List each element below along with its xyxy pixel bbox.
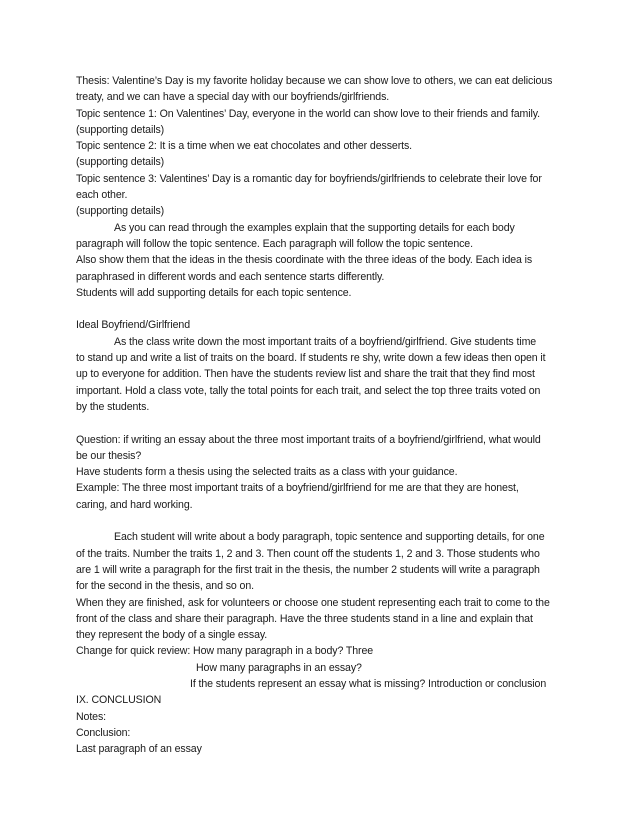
question-line: Question: if writing an essay about the three most important traits of a boyfriend/girlfriend, what would [76,433,541,446]
student-indented-line: Each student will write about a body paragraph, topic sentence and supporting details, for one [114,531,545,544]
student-line: When they are finished, ask for volunteers or choose one student representing each trait to come to the [76,596,550,609]
conclusion-definition: Last paragraph of an essay [76,743,202,756]
conclusion-section [76,692,572,757]
ideal-heading: Ideal Boyfriend/Girlfriend [76,319,190,332]
explain-line: Students will add supporting details for each topic sentence. [76,286,352,299]
conclusion-heading: IX. CONCLUSION [76,694,162,707]
question-section [76,432,572,513]
review-line-1: Change for quick review: How many paragraph in a body? Three [76,645,374,658]
supporting-details-2: (supporting details) [76,156,165,169]
student-line: they represent the body of a single essay. [76,629,268,642]
topic-sentence-3-cont: each other. [76,189,128,202]
topic-sentence-2: Topic sentence 2: It is a time when we eat chocolates and other desserts. [76,140,413,153]
paragraph-gap [76,513,572,529]
student-section [76,529,572,692]
explain-line: paragraph will follow the topic sentence. Each paragraph will follow the topic sentence. [76,237,473,250]
supporting-details-1: (supporting details) [76,123,165,136]
ideal-section [76,317,572,415]
supporting-details-3: (supporting details) [76,205,165,218]
review-line-2: How many paragraphs in an essay? [196,661,362,674]
explain-indented-line: As you can read through the examples explain that the supporting details for each body [114,221,515,234]
student-line: front of the class and share their paragraph. Have the three students stand in a line and explain that [76,612,533,625]
student-line: of the traits. Number the traits 1, 2 and 3. Then count off the students 1, 2 and 3. Those students who [76,547,540,560]
document-body [76,73,572,757]
explain-line: Also show them that the ideas in the thesis coordinate with the three ideas of the body. Each idea is [76,254,533,267]
conclusion-label: Conclusion: [76,726,131,739]
question-line: be our thesis? [76,449,142,462]
paragraph-gap [76,301,572,317]
question-line: Have students form a thesis using the selected traits as a class with your guidance. [76,466,458,479]
explain-section [76,220,572,301]
topic-sentence-1: Topic sentence 1: On Valentines’ Day, everyone in the world can show love to their friends and family. [76,107,541,120]
notes-label: Notes: [76,710,107,723]
thesis-line: treaty, and we can have a special day with our boyfriends/girlfriends. [76,91,390,104]
paragraph-gap [76,415,572,431]
student-line: for the second in the thesis, and so on. [76,580,254,593]
student-line: are 1 will write a paragraph for the first trait in the thesis, the number 2 students will write a paragraph [76,563,540,576]
ideal-line: important. Hold a class vote, tally the total points for each trait, and select the top three traits voted on [76,384,541,397]
review-line-3: If the students represent an essay what is missing? Introduction or conclusion [190,677,547,690]
ideal-indented-line: As the class write down the most important traits of a boyfriend/girlfriend. Give students time [114,335,537,348]
thesis-section [76,73,572,220]
example-line: Example: The three most important traits of a boyfriend/girlfriend for me are that they are honest, [76,482,519,495]
ideal-line: by the students. [76,400,150,413]
thesis-line: Thesis: Valentine’s Day is my favorite holiday because we can show love to others, we can eat delicious [76,75,553,87]
topic-sentence-3: Topic sentence 3: Valentines’ Day is a romantic day for boyfriends/girlfriends to celebrate their love for [76,172,542,185]
ideal-line: to stand up and write a list of traits on the board. If students re shy, write down a few ideas then open it [76,352,546,365]
ideal-line: up to everyone for addition. Then have the students review list and share the trait that they find most [76,368,535,381]
explain-line: paraphrased in different words and each sentence starts differently. [76,270,385,283]
example-line: caring, and hard working. [76,498,193,511]
